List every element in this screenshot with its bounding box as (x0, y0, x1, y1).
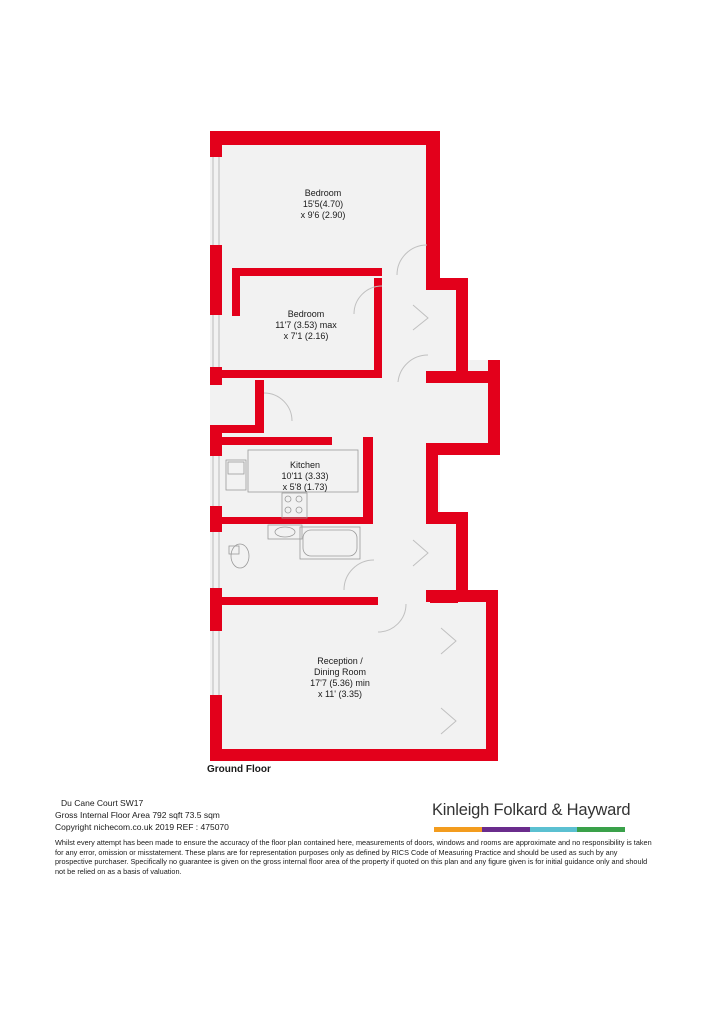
bedroom-2-dim1: 11'7 (3.53) max (275, 320, 337, 330)
room-bedroom-1 (301, 188, 346, 220)
kitchen-name: Kitchen (289, 460, 321, 470)
brand-bar-purple (482, 827, 530, 832)
property-info (55, 797, 229, 833)
kitchen-dim1: 10'11 (3.33) (281, 471, 329, 481)
floor-label: Ground Floor (207, 764, 271, 775)
bedroom-1-dim1: 15'5(4.70) (302, 199, 344, 209)
reception-dim1: 17'7 (5.36) min (310, 678, 370, 688)
room-reception (310, 656, 370, 699)
brand-color-bar (434, 827, 625, 832)
brand-logo: Kinleigh Folkard & Hayward (432, 801, 631, 819)
disclaimer-text: Whilst every attempt has been made to ensure the accuracy of the floor plan contained here, measurements of doors, windows and rooms are approximate and no responsibility is taken for any error, omission or misstatement. These plans are for representation purposes only as defined by RICS Code of Measuring Practice and should be used as such by any prospective purchaser. Specifically no guarantee is given on the gross internal floor area of the property if quoted on this plan and any figure given is for initial guidance only and should not be relied on as a basis of valuation. (55, 838, 652, 876)
floor-area-text: Gross Internal Floor Area 792 sqft 73.5 sqm (55, 810, 220, 820)
brand-bar-green (577, 827, 625, 832)
reception-dim2: x 11' (3.35) (317, 689, 363, 699)
kitchen-dim2: x 5'8 (1.73) (282, 482, 328, 492)
brand-bar-orange (434, 827, 482, 832)
bedroom-1-dim2: x 9'6 (2.90) (300, 210, 346, 220)
disclaimer (55, 838, 655, 876)
brand-bar-cyan (530, 827, 578, 832)
bedroom-1-name: Bedroom (304, 188, 342, 198)
bedroom-2-name: Bedroom (287, 309, 325, 319)
property-address: Du Cane Court SW17 (61, 798, 144, 808)
copyright-text: Copyright nichecom.co.uk 2019 REF : 475070 (55, 822, 229, 832)
bedroom-2-dim2: x 7'1 (2.16) (283, 331, 329, 341)
reception-name: Reception / (317, 656, 363, 666)
reception-name-2: Dining Room (313, 667, 367, 677)
